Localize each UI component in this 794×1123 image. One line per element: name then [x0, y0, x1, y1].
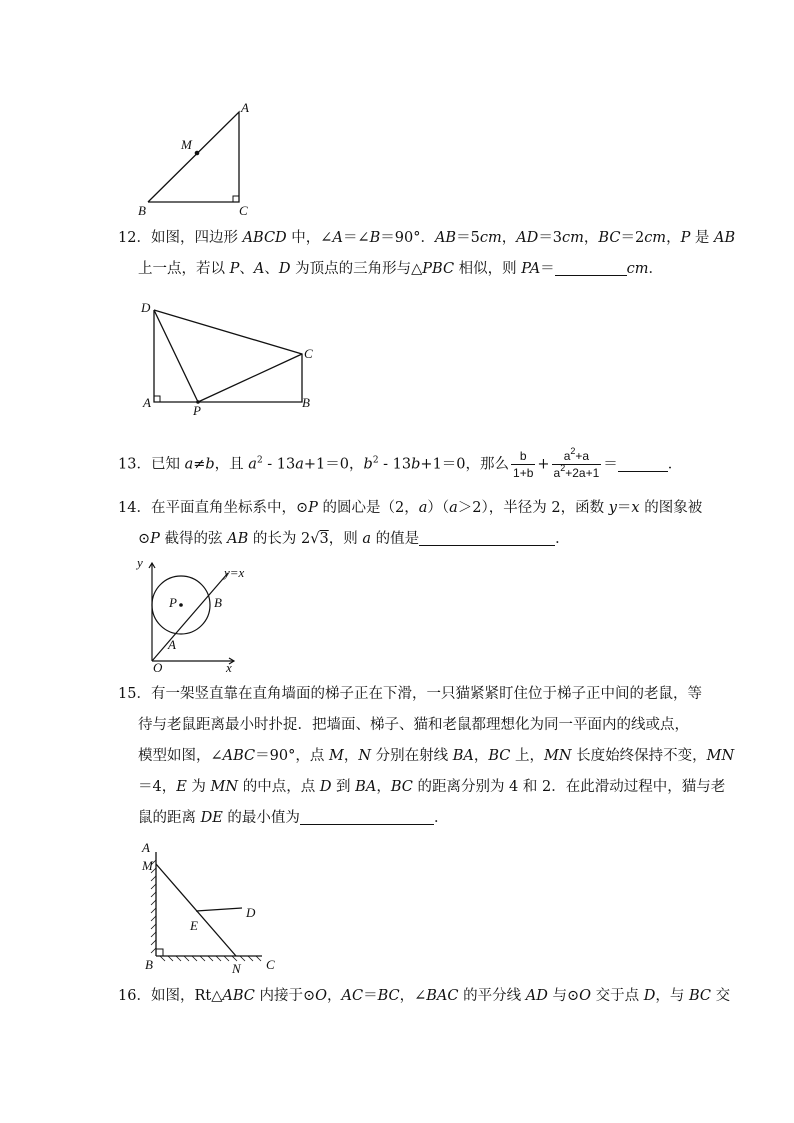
- question-13: 13．已知 a≠b，且 $a^2 - 13a+1=0$，$b^2 - 13b+1=0$，那么 $\frac{b}{1+b}$ + $\frac{a^2+a}{a^2+2a+1}$ ＝ ．: [118, 446, 683, 480]
- question-14-line1: 14．在平面直角坐标系中，⊙P 的圆心是（2，a）（a＞2），半径为 2，函数 y＝x 的图象被: [118, 500, 703, 516]
- label-M: M: [181, 137, 192, 152]
- fraction-b-over-1-plus-b: $\frac{b}{1+b}$: [513, 449, 534, 480]
- label-D: D: [246, 905, 256, 920]
- question-16-line1: 16．如图，Rt△ABC 内接于⊙O，AC＝BC，∠BAC 的平分线 AD 与⊙O 交于点 D，与 BC 交: [118, 988, 731, 1004]
- question-12-line2: 上一点，若以 P、A、D 为顶点的三角形与△PBC 相似，则 PA＝ cm．: [138, 261, 664, 277]
- question-14-line2: ⊙P 截得的弦 AB 的长为 2√3，则 a 的值是 ．: [138, 531, 570, 547]
- label-x: x: [226, 660, 232, 675]
- label-N: N: [232, 961, 241, 976]
- answer-blank-14[interactable]: [419, 531, 555, 546]
- label-B: B: [138, 203, 146, 218]
- label-B: B: [214, 595, 222, 610]
- label-A: A: [143, 395, 151, 410]
- label-C: C: [304, 346, 313, 361]
- label-O: O: [153, 660, 163, 675]
- answer-blank-15[interactable]: [300, 810, 434, 825]
- question-15-line2: 待与老鼠距离最小时扑捉．把墙面、梯子、猫和老鼠都理想化为同一平面内的线或点，: [138, 717, 689, 733]
- question-15-line4: ＝4，E 为 MN 的中点，点 D 到 BA，BC 的距离分别为 4 和 2．在此滑动过程中，猫与老: [138, 779, 726, 795]
- question-15-line3: 模型如图，∠ABC＝90°，点 M，N 分别在射线 BA，BC 上，MN 长度始终保持不变，MN: [138, 748, 735, 764]
- label-P: P: [193, 403, 201, 418]
- figure-q14-coordinate-circle: [132, 555, 262, 675]
- label-A: A: [241, 100, 249, 115]
- label-B: B: [302, 395, 310, 410]
- question-15-line5: 鼠的距离 DE 的最小值为 ．: [138, 810, 449, 826]
- label-B: B: [145, 957, 153, 972]
- label-E: E: [190, 918, 198, 933]
- label-M: M: [142, 858, 153, 873]
- fraction-a2-plus-a: $\frac{a^2+a}{a^2+2a+1}$: [553, 446, 600, 480]
- label-yx: y=x: [224, 565, 245, 580]
- figure-q15-ladder: [136, 838, 286, 978]
- label-A: A: [168, 637, 176, 652]
- answer-blank-12[interactable]: [555, 261, 627, 276]
- question-12-line1: 12．如图，四边形 ABCD 中，∠A＝∠B＝90°．AB＝5cm，AD＝3cm，BC＝2cm，P 是 AB: [118, 230, 736, 246]
- label-y: y: [137, 555, 143, 570]
- label-C: C: [239, 203, 248, 218]
- label-D: D: [141, 300, 151, 315]
- figure-q12-quadrilateral: [138, 298, 328, 418]
- label-C: C: [266, 957, 275, 972]
- figure-q11-triangle: [130, 98, 260, 218]
- answer-blank-13[interactable]: [618, 457, 668, 472]
- label-P: P: [169, 595, 177, 610]
- question-15-line1: 15．有一架竖直靠在直角墙面的梯子正在下滑，一只猫紧紧盯住位于梯子正中间的老鼠，等: [118, 686, 702, 702]
- label-A: A: [142, 840, 150, 855]
